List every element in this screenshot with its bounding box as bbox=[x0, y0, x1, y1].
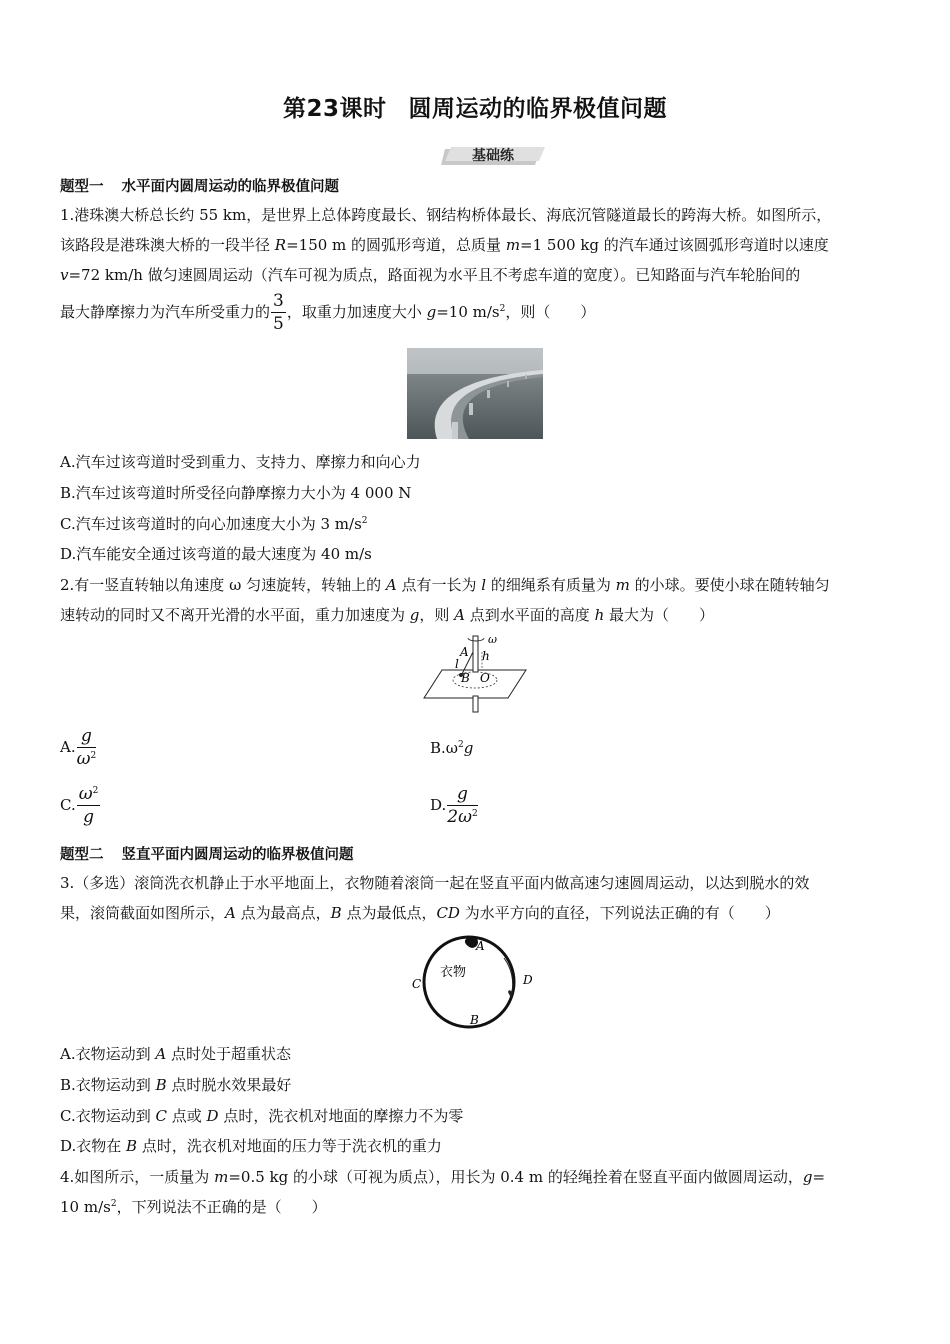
q3-option-a: A.衣物运动到 A 点时处于超重状态 bbox=[60, 1045, 291, 1063]
q1-line-4: 最大静摩擦力为汽车所受重力的 $\frac{3}{5}$ ，取重力加速度大小 g=10 $m/s^2$，则（ ） bbox=[60, 291, 596, 334]
badge-label: 基础练 bbox=[472, 148, 514, 164]
shaft-diagram bbox=[420, 630, 530, 714]
bridge-photo bbox=[407, 348, 543, 439]
section-heading-2 bbox=[60, 843, 354, 864]
section-label: 题型一 bbox=[60, 179, 104, 195]
point-d-label: D bbox=[523, 973, 533, 987]
q3-line-1: 3.（多选）滚筒洗衣机静止于水平地面上，衣物随着滚筒一起在竖直平面内做高速匀速圆周运动，以达到脱水的效 bbox=[60, 874, 810, 892]
point-a-label: A bbox=[476, 939, 485, 953]
point-o-label: O bbox=[480, 671, 490, 685]
section-badge bbox=[441, 143, 545, 167]
q2-line-1: 2.有一竖直转轴以角速度 ω 匀速旋转，转轴上的 A 点有一长为 l 的细绳系有质量为 m 的小球。要使小球在随转轴匀 bbox=[60, 576, 830, 594]
l-label: l bbox=[455, 657, 459, 671]
q1-option-c: C.汽车过该弯道时的向心加速度大小为 3 $m/s^2$ bbox=[60, 515, 368, 533]
q4-line-1: 4.如图所示，一质量为 m=0.5 kg 的小球（可视为质点），用长为 0.4 m 的轻绳拴着在竖直平面内做圆周运动，g= bbox=[60, 1168, 826, 1186]
point-b-label: B bbox=[470, 1013, 479, 1027]
q2-line-2: 速转动的同时又不离开光滑的水平面，重力加速度为 g，则 A 点到水平面的高度 h 最大为（ ） bbox=[60, 606, 715, 624]
point-a-label: A bbox=[460, 645, 469, 659]
lesson-number: 第23课时 bbox=[282, 96, 387, 122]
page-title bbox=[0, 90, 950, 123]
q2-option-d: D. $\frac{g}{2\omega^2}$ bbox=[430, 784, 478, 827]
q4-line-2: 10 $m/s^2$，下列说法不正确的是（ ） bbox=[60, 1198, 327, 1216]
q1-line-1: 1.港珠澳大桥总长约 55 km，是世界上总体跨度最长、钢结构桥体最长、海底沉管隧道最长的跨海大桥。如图所示， bbox=[60, 206, 832, 224]
q1-line-2: 该路段是港珠澳大桥的一段半径 R=150 m 的圆弧形弯道，总质量 m=1 500 kg 的汽车通过该圆弧形弯道时以速度 bbox=[60, 236, 829, 254]
fraction-three-fifths: $\frac{3}{5}$ bbox=[273, 291, 284, 334]
lesson-title: 圆周运动的临界极值问题 bbox=[408, 96, 667, 122]
q2-option-c: C. $\frac{\omega^2}{g}$ bbox=[60, 784, 99, 827]
drum-diagram bbox=[408, 930, 548, 1036]
section-title: 水平面内圆周运动的临界极值问题 bbox=[121, 179, 339, 195]
q3-option-b: B.衣物运动到 B 点时脱水效果最好 bbox=[60, 1076, 292, 1094]
section-label: 题型二 bbox=[60, 847, 104, 863]
q2-option-b: $B.\omega^2g$ bbox=[430, 739, 474, 757]
point-b-label: B bbox=[461, 671, 470, 685]
h-label: h bbox=[482, 649, 490, 663]
clothes-label: 衣物 bbox=[440, 965, 467, 980]
section-heading-1 bbox=[60, 175, 339, 196]
omega-label: ω bbox=[488, 633, 497, 646]
q1-option-b: B.汽车过该弯道时所受径向静摩擦力大小为 4 000 N bbox=[60, 484, 412, 502]
q1-line-3: v=72 km/h 做匀速圆周运动（汽车可视为质点，路面视为水平且不考虑车道的宽度）。已知路面与汽车轮胎间的 bbox=[60, 266, 801, 284]
q3-line-2: 果，滚筒截面如图所示，A 点为最高点，B 点为最低点，CD 为水平方向的直径，下列说法正确的有（ ） bbox=[60, 904, 780, 922]
q2-option-a: A. $\frac{g}{\omega^2}$ bbox=[60, 726, 97, 769]
section-title: 竖直平面内圆周运动的临界极值问题 bbox=[121, 847, 354, 863]
point-c-label: C bbox=[412, 977, 422, 991]
q1-option-d: D.汽车能安全通过该弯道的最大速度为 40 m/s bbox=[60, 545, 372, 563]
q1-option-a: A.汽车过该弯道时受到重力、支持力、摩擦力和向心力 bbox=[60, 453, 421, 471]
q3-option-c: C.衣物运动到 C 点或 D 点时，洗衣机对地面的摩擦力不为零 bbox=[60, 1107, 464, 1125]
q3-option-d: D.衣物在 B 点时，洗衣机对地面的压力等于洗衣机的重力 bbox=[60, 1137, 442, 1155]
